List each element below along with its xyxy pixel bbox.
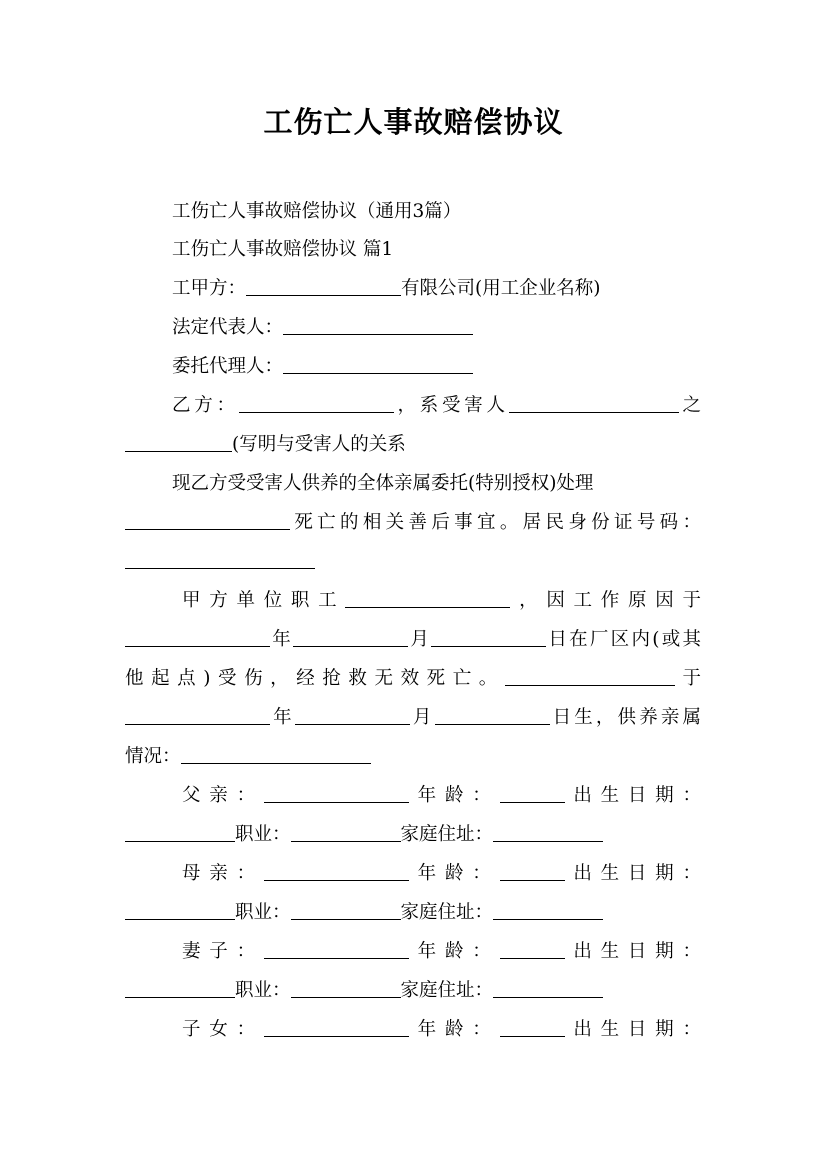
party-b-of-text: 之: [678, 395, 701, 416]
party-b-label: 乙方：: [172, 395, 239, 416]
employee-label: 甲方单位职工: [182, 590, 346, 611]
children-line: [182, 1016, 701, 1044]
accident-month-blank[interactable]: [293, 626, 408, 647]
matters-text: 死亡的相关善后事宜。居民身份证号码：: [290, 512, 701, 533]
relation-blank[interactable]: [125, 431, 232, 452]
birth-year-blank[interactable]: [125, 704, 270, 725]
wife-birth-blank[interactable]: [125, 977, 235, 998]
legal-rep-line: [172, 314, 701, 342]
address-label: 家庭住址：: [400, 902, 494, 923]
situation-blank[interactable]: [181, 743, 371, 764]
age-label: 年龄：: [408, 1019, 500, 1040]
father-address-blank[interactable]: [493, 821, 603, 842]
birth-dependents-text: 日生，供养亲属: [549, 707, 701, 728]
victim-blank[interactable]: [509, 392, 679, 413]
father-birth-blank[interactable]: [125, 821, 235, 842]
father-label: 父亲：: [182, 785, 264, 806]
mother-detail-line: [125, 899, 701, 927]
deceased-blank[interactable]: [125, 509, 290, 530]
mother-age-blank[interactable]: [500, 860, 565, 881]
children-name-blank[interactable]: [264, 1016, 409, 1037]
address-label: 家庭住址：: [400, 824, 494, 845]
relation-text: (写明与受害人的关系: [232, 434, 406, 455]
year-label: 年: [270, 707, 295, 728]
children-label: 子女：: [182, 1019, 264, 1040]
accident-year-blank[interactable]: [125, 626, 270, 647]
employee-blank[interactable]: [345, 587, 510, 608]
death-blank[interactable]: [505, 665, 675, 686]
document-title: 工伤亡人事故赔偿协议: [263, 105, 564, 139]
at-label: 于: [674, 668, 701, 689]
father-name-blank[interactable]: [264, 782, 409, 803]
birth-date-line: [125, 704, 701, 732]
section-heading: 工伤亡人事故赔偿协议 篇1: [172, 239, 394, 260]
situation-line: [125, 743, 701, 771]
occupation-label: 职业：: [235, 980, 291, 1001]
mother-label: 母亲：: [182, 863, 264, 884]
matters-line: [125, 509, 701, 537]
agent-blank[interactable]: [283, 353, 473, 374]
legal-rep-blank[interactable]: [283, 314, 473, 335]
accident-date-line: [125, 626, 701, 654]
year-label: 年: [270, 629, 294, 650]
occupation-label: 职业：: [235, 824, 291, 845]
relation-line: [125, 431, 701, 459]
occupation-label: 职业：: [235, 902, 291, 923]
birth-label: 出生日期：: [564, 785, 701, 806]
children-age-blank[interactable]: [500, 1016, 565, 1037]
party-a-blank[interactable]: [246, 275, 401, 296]
age-label: 年龄：: [408, 863, 500, 884]
party-b-blank[interactable]: [239, 392, 394, 413]
agent-label: 委托代理人：: [172, 356, 284, 377]
situation-label: 情况：: [125, 746, 181, 767]
agent-line: [172, 353, 701, 381]
age-label: 年龄：: [408, 785, 500, 806]
party-a-line: [172, 275, 701, 303]
father-age-blank[interactable]: [500, 782, 565, 803]
father-line: [182, 782, 701, 810]
legal-rep-label: 法定代表人：: [172, 317, 284, 338]
accident-day-blank[interactable]: [431, 626, 546, 647]
mother-address-blank[interactable]: [493, 899, 603, 920]
wife-line: [182, 938, 701, 966]
death-text: 他起点)受伤，经抢救无效死亡。: [125, 668, 505, 689]
birth-day-blank[interactable]: [435, 704, 550, 725]
entrust-line: 现乙方受受害人供养的全体亲属委托(特别授权)处理: [172, 473, 594, 494]
birth-label: 出生日期：: [564, 1019, 701, 1040]
month-label: 月: [409, 707, 435, 728]
id-number-blank[interactable]: [125, 548, 315, 569]
wife-age-blank[interactable]: [500, 938, 565, 959]
address-label: 家庭住址：: [400, 980, 494, 1001]
party-b-line: [172, 392, 701, 420]
mother-name-blank[interactable]: [264, 860, 409, 881]
birth-label: 出生日期：: [564, 941, 701, 962]
wife-address-blank[interactable]: [493, 977, 603, 998]
mother-line: [182, 860, 701, 888]
employee-cause-text: ，因工作原因于: [510, 590, 701, 611]
party-a-label: 工甲方：: [172, 278, 247, 299]
father-detail-line: [125, 821, 701, 849]
wife-detail-line: [125, 977, 701, 1005]
age-label: 年龄：: [408, 941, 500, 962]
party-b-victim-text: ，系受害人: [393, 395, 509, 416]
month-label: 月: [408, 629, 432, 650]
mother-occupation-blank[interactable]: [291, 899, 401, 920]
wife-label: 妻子：: [182, 941, 264, 962]
wife-name-blank[interactable]: [264, 938, 409, 959]
party-a-suffix: 有限公司(用工企业名称): [401, 278, 601, 299]
subtitle-line: 工伤亡人事故赔偿协议（通用3篇）: [172, 201, 462, 222]
death-line: [125, 665, 701, 693]
birth-month-blank[interactable]: [295, 704, 410, 725]
employee-line: [182, 587, 701, 615]
birth-label: 出生日期：: [564, 863, 701, 884]
father-occupation-blank[interactable]: [291, 821, 401, 842]
id-line: [125, 548, 701, 576]
mother-birth-blank[interactable]: [125, 899, 235, 920]
wife-occupation-blank[interactable]: [291, 977, 401, 998]
accident-place-text: 日在厂区内(或其: [546, 629, 701, 650]
